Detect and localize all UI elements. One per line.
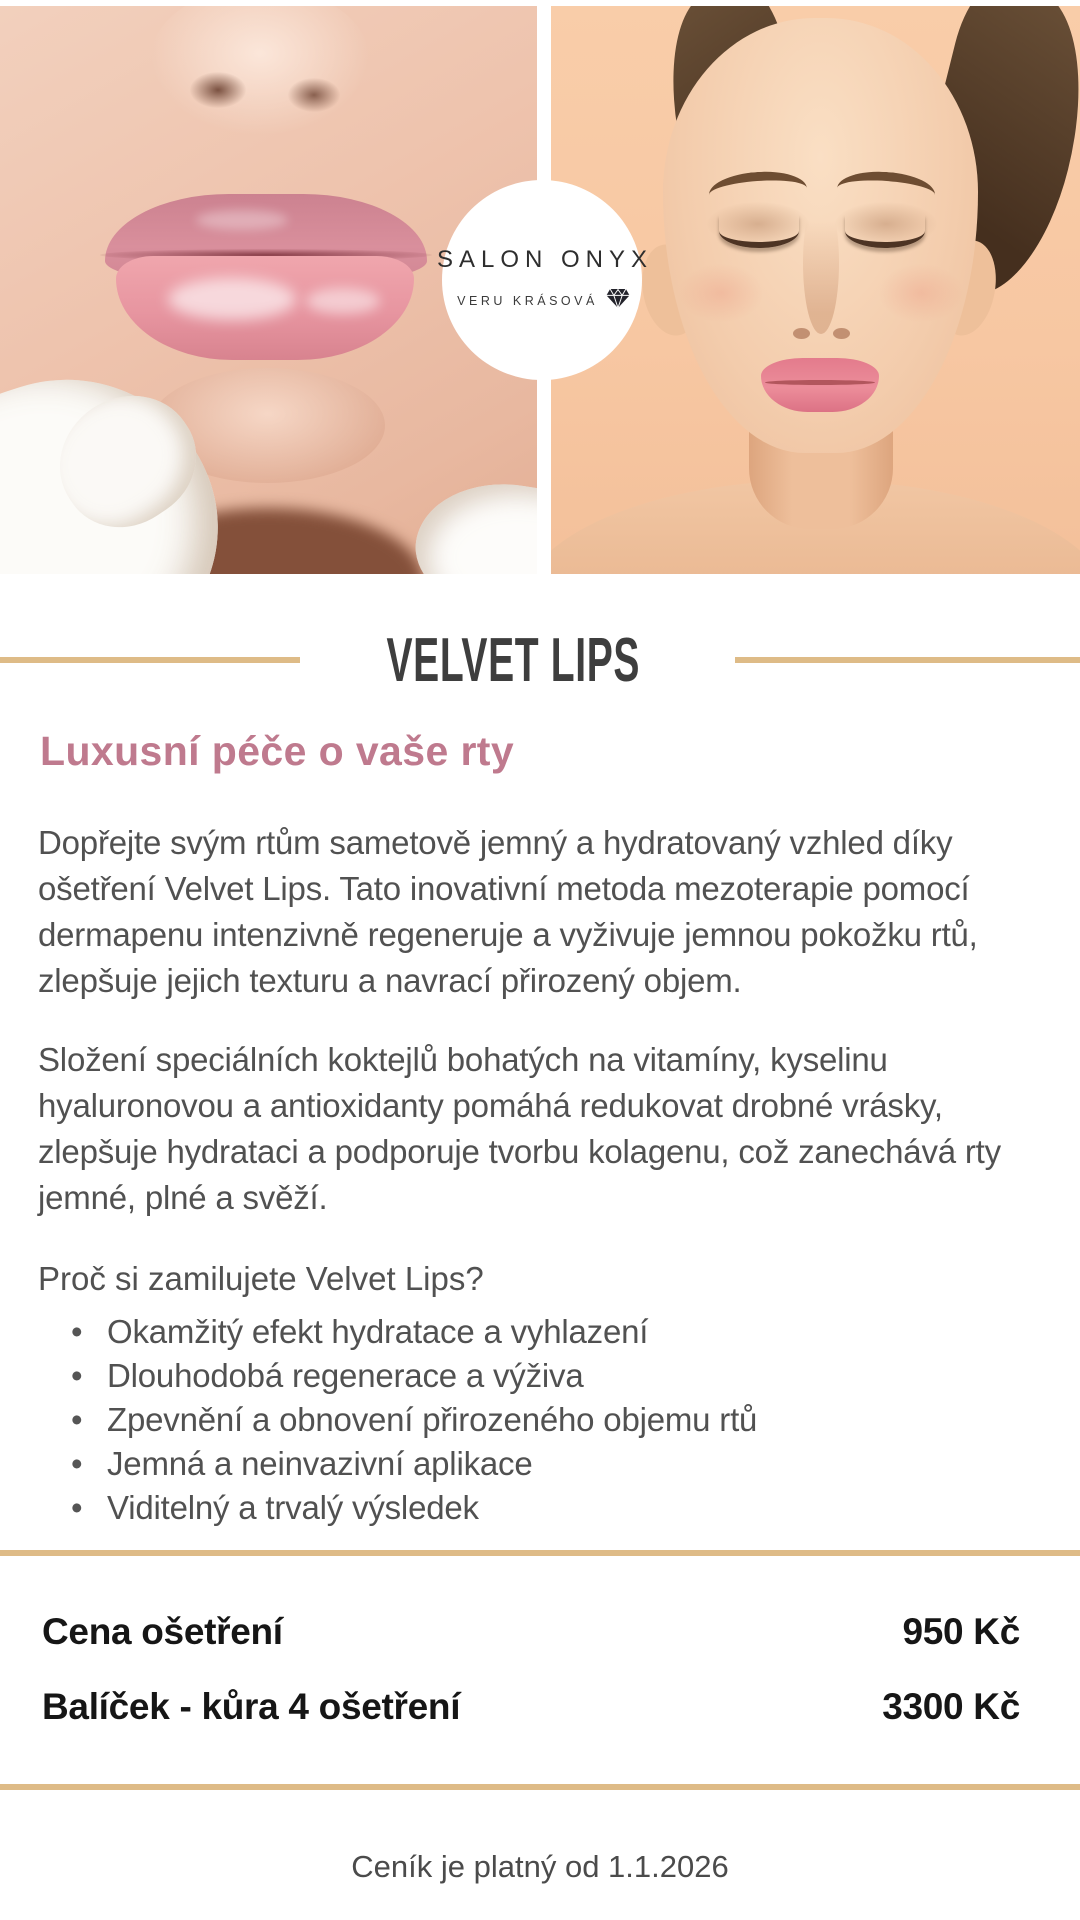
section-title-row — [0, 625, 1080, 695]
validity-note: Ceník je platný od 1.1.2026 — [351, 1849, 729, 1884]
price-label: Cena ošetření — [42, 1611, 283, 1652]
white-sleeve-shape — [407, 471, 537, 574]
gold-divider-left — [0, 657, 300, 663]
price-value: 950 Kč — [902, 1611, 1020, 1652]
pricing-table — [0, 1556, 1080, 1730]
pricing-row — [42, 1684, 1020, 1730]
page-title: VELVET LIPS — [386, 625, 640, 695]
salon-logo-badge — [436, 180, 654, 380]
price-value: 3300 Kč — [882, 1686, 1020, 1727]
lip-gloss-highlight — [306, 288, 380, 314]
diamond-icon — [605, 288, 631, 314]
benefit-item: • Jemná a neinvazivní aplikace — [107, 1442, 1042, 1486]
closed-eye-shape — [719, 214, 799, 248]
salon-owner-name: VERU KRÁSOVÁ — [457, 294, 598, 308]
gold-divider-pricing-bottom — [0, 1784, 1080, 1790]
intro-paragraph-1: Dopřejte svým rtům sametově jemný a hydratovaný vzhled díky ošetření Velvet Lips. Tato inovativní metoda mezoterapie pomocí dermapenu intenzivně regeneruje a vyživuje jemnou pokožku rtů, zlepšuje jejich texturu a navrací přirozený objem. — [38, 824, 978, 999]
salon-name: SALON ONYX — [436, 246, 654, 273]
blush-shape — [879, 264, 963, 322]
gold-divider-right — [735, 657, 1080, 663]
closed-eye-shape — [845, 214, 925, 248]
lip-gloss-highlight — [196, 210, 288, 230]
price-label: Balíček - kůra 4 ošetření — [42, 1686, 461, 1727]
nostril-shape — [288, 78, 340, 112]
nose-shape — [803, 192, 839, 334]
salon-owner-row — [453, 288, 631, 314]
benefit-item: • Dlouhodobá regenerace a výživa — [107, 1354, 1042, 1398]
intro-paragraph-2: Složení speciálních koktejlů bohatých na vitamíny, kyselinu hyaluronovou a antioxidanty pomáhá redukovat drobné vrásky, zlepšuje hydrataci a podporuje tvorbu kolagenu, což zanechává rty jemné, plné a svěží. — [38, 1041, 1001, 1216]
benefits-intro: Proč si zamilujete Velvet Lips? — [38, 1260, 484, 1297]
section-title-wrap — [386, 625, 640, 696]
nostril-shape — [793, 328, 810, 339]
blush-shape — [679, 264, 763, 322]
benefit-item: • Okamžitý efekt hydratace a vyhlazení — [107, 1310, 1042, 1354]
nostril-shape — [833, 328, 850, 339]
benefits-list — [0, 1310, 1042, 1530]
nostril-shape — [190, 72, 246, 108]
pricing-row — [42, 1609, 1020, 1655]
nose-highlight-shape — [150, 6, 370, 136]
lips-shape — [761, 358, 879, 412]
lip-gloss-highlight — [168, 278, 296, 320]
benefit-item: • Zpevnění a obnovení přirozeného objemu rtů — [107, 1398, 1042, 1442]
mouth-line-shape — [765, 380, 875, 385]
benefit-item: • Viditelný a trvalý výsledek — [107, 1486, 1042, 1530]
hero-banner — [0, 0, 1080, 574]
intro-heading: Luxusní péče o vaše rty — [40, 728, 515, 774]
